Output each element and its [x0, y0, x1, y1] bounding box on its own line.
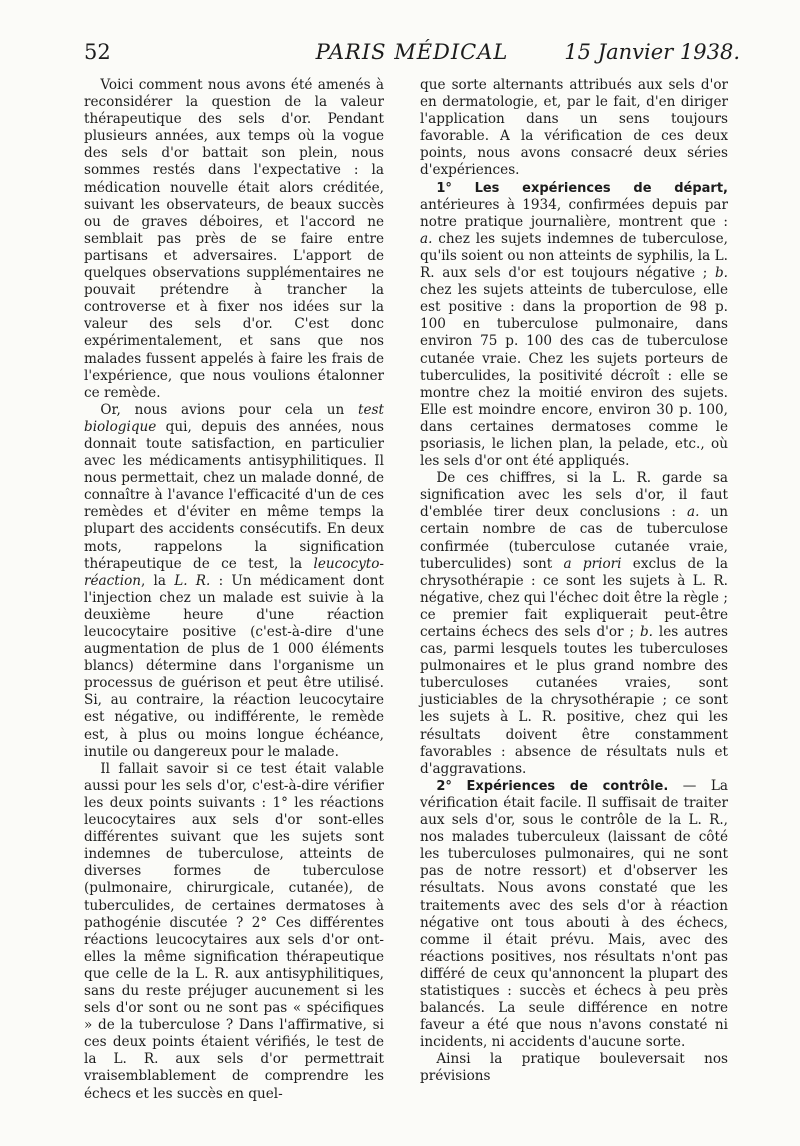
text-run: exclus de la chrysothérapie : ce sont les sujets à L. R. négative, chez qui l'échec doit être la règle ; ce premier fait expliquerait peut-être certains échecs des sels d'or ; — [420, 555, 728, 640]
text-run: un certain nombre de cas de tuberculose confirmée (tuberculose cutanée vraie, tuberculides) sont — [420, 504, 728, 572]
text-run: , la — [141, 572, 175, 589]
paragraph — [420, 180, 728, 471]
text-run: chez les sujets atteints de tuberculose, elle est positive : dans la proportion de 98 p. 100 en tuberculose pulmonaire, dans environ 75 p. 100 des cas de tuberculose cutanée vraie. Chez les sujets porteurs de tuberculides, la positivité décroît : elle se montre chez la moitié environ des sujets. Elle est moindre encore, environ 30 p. 100, dans certaines dermatoses comme le psoriasis, le lichen plan, la pelade, etc., où les sels d'or ont été appliqués. — [420, 282, 728, 470]
text-run: — La vérification était facile. Il suffisait de traiter aux sels d'or, sous le contrôle de la L. R., nos malades tuberculeux (laissant de côté les tuberculoses pulmonaires, qui ne sont pas de notre ressort) et d'observer les résultats. Nous avons constaté que les traitements avec des sels d'or à réaction négative ont tous abouti à des échecs, comme il était prévu. Mais, avec des réactions positives, nos résultats n'ont pas différé de ceux qu'annoncent la plupart des statistiques : succès et échecs à peu près balancés. La seule différence en notre faveur a été que nous n'avons constaté ni incidents, ni accidents d'aucune sorte. — [420, 777, 728, 1051]
paragraph: que sorte alternants attribués aux sels d'or en dermatologie, et, par le fait, d'en diriger l'application dans un sens toujours favorable. A la vérification de ces deux points, nous avons consacré deux séries d'expériences. — [420, 77, 728, 179]
right-column — [420, 77, 728, 1086]
lr-abbreviation: L. R. — [174, 572, 211, 589]
section-heading: 2° Expériences de contrôle. — [436, 778, 669, 794]
paragraph: Voici comment nous avons été amenés à reconsidérer la question de la valeur thérapeutique des sels d'or. Pendant plusieurs années, aux temps où la vogue des sels d'or battait son plein, nous sommes restés dans l'expectative : la médication nouvelle était alors créditée, suivant les observateurs, de beaux succès ou de graves déboires, et l'accord ne semblait pas près de se faire entre partisans et adversaires. L'apport de quelques observations supplémentaires ne pouvait prétendre à trancher la controverse et à fixer nos idées sur la valeur des sels d'or. C'est donc expérimentalement, et sans que nos malades fussent appelés à faire les frais de l'expérience, que nous voulions étalonner ce remède. — [84, 77, 384, 401]
list-marker: b. — [639, 624, 653, 640]
text-run: les autres cas, parmi lesquels toutes les tuberculoses pulmonaires et le plus grand nombre des tuberculoses cutanées vraies, sont justiciables de la chrysothérapie ; ce sont les sujets à L. R. positive, chez qui les résultats doivent être constamment favorables : absence de résultats nuls et d'aggravations. — [420, 624, 728, 777]
list-marker: a. — [686, 504, 700, 521]
page-header — [84, 40, 740, 70]
list-marker: b. — [714, 265, 728, 282]
text-run: : Un médicament dont l'injection chez un malade est suivie à la deuxième heure d'une réaction leucocytaire positive (c'est-à-dire d'une augmentation de plus de 1 000 éléments blancs) détermine dans l'organisme un processus de guérison et peut être utilisé. Si, au contraire, la réaction leucocytaire est négative, ou indifférente, le remède est, à plus ou moins longue échéance, inutile ou dangereux pour le malade. — [84, 572, 384, 760]
paragraph — [84, 402, 384, 761]
journal-title: PARIS MÉDICAL — [315, 40, 509, 64]
paragraph: Il fallait savoir si ce test était valable aussi pour les sels d'or, c'est-à-dire vérifier les deux points suivants : 1° les réactions leucocytaires aux sels d'or sont-elles différentes suivant que les sujets sont indemnes de tuberculose, atteints de diverses formes de tuberculose (pulmonaire, chirurgicale, cutanée), de tuberculides, de certaines dermatoses à pathogénie discutée ? 2° Ces différentes réactions leucocytaires aux sels d'or ont-elles la même signification thérapeutique que celle de la L. R. aux antisyphilitiques, sans du reste préjuger aucunement si les sels d'or sont ou ne sont pas « spécifiques » de la tuberculose ? Dans l'affirmative, si ces deux points étaient vérifiés, le test de la L. R. aux sels d'or permettrait vraisemblablement de comprendre les échecs et les succès en quel- — [84, 760, 384, 1102]
paragraph — [420, 778, 728, 1052]
section-heading: 1° Les expériences de départ, — [436, 180, 728, 196]
text-run: qui, depuis des années, nous donnait toute satisfaction, en particulier avec les médicaments antisyphilitiques. Il nous permettait, chez un malade donné, de connaître à l'avance l'efficacité d'un de ces remèdes et d'éviter en même temps la plupart des accidents consécutifs. En deux mots, rappelons la signification thérapeutique de ce test, la — [84, 418, 384, 572]
paragraph — [420, 470, 728, 778]
test-biologique-term: test biologique — [84, 401, 384, 435]
list-marker: a. — [420, 230, 433, 247]
a-priori-term: a priori — [563, 555, 622, 572]
page-number: 52 — [84, 40, 111, 64]
issue-date: 15 Janvier 1938. — [564, 40, 740, 64]
leucocyto-reaction-term: leucocyto-réaction — [84, 555, 384, 589]
text-run: chez les sujets indemnes de tuberculose, qu'ils soient ou non atteints de syphilis, la L. R. aux sels d'or est toujours négative ; — [420, 230, 728, 282]
left-column — [84, 77, 384, 1103]
text-run: Or, nous avions pour cela un — [100, 401, 359, 418]
text-run: antérieures à 1934, confirmées depuis par notre pratique journalière, montrent que : — [420, 196, 728, 230]
text-run: De ces chiffres, si la L. R. garde sa signification avec les sels d'or, il faut d'emblée tirer deux conclusions : — [420, 470, 728, 521]
paragraph: Ainsi la pratique bouleversait nos prévisions — [420, 1051, 728, 1085]
